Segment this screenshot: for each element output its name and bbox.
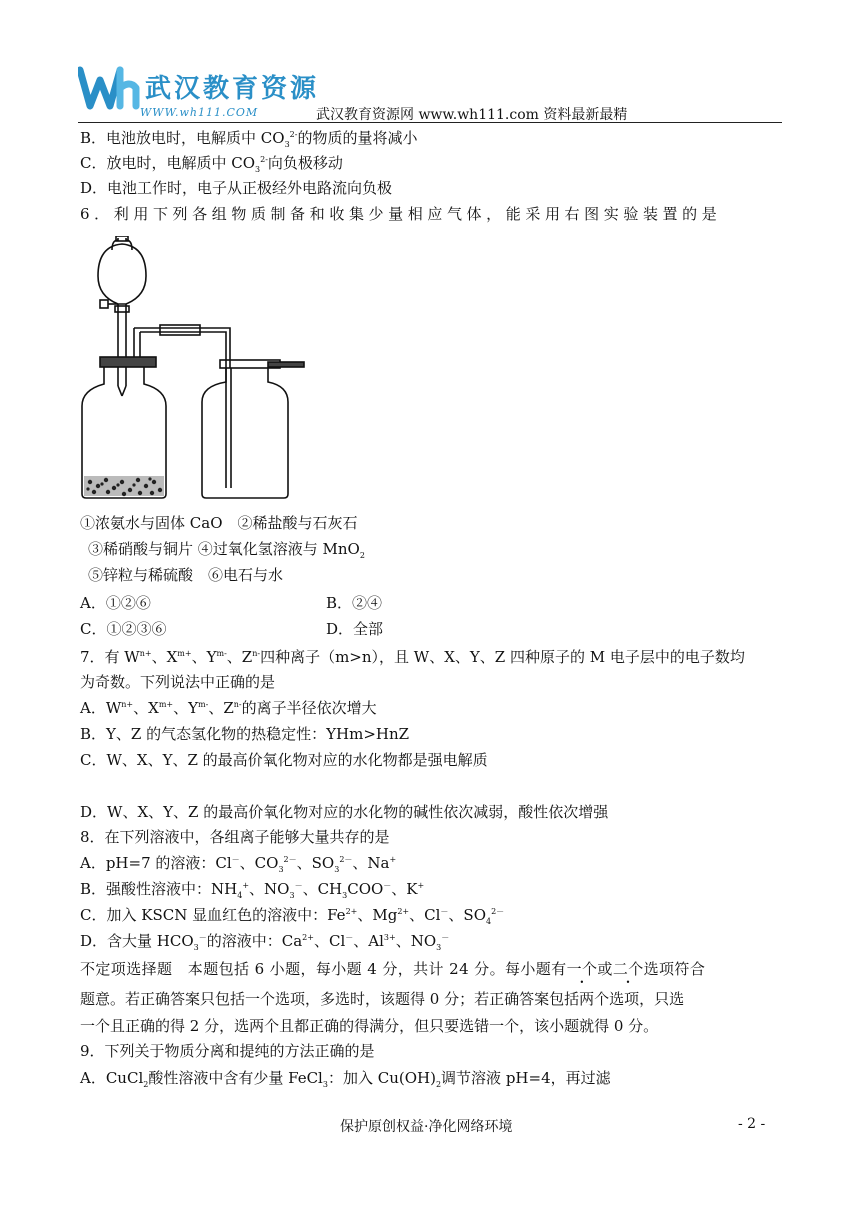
- q7-option-b: B．Y、Z 的气态氢化物的热稳定性：YHm>HnZ: [80, 725, 410, 743]
- q8-option-d: D．含大量 $HCO_3^-$的溶液中：$Ca^{2+}$、Cl－、$Al^{3+}$、$NO_3^-$: [80, 932, 450, 952]
- section-instructions-line2: 题意。若正确答案只包括一个选项，多选时，该题得 0 分；若正确答案包括两个选项，只选: [80, 990, 685, 1008]
- section-instructions-line3: 一个且正确的得 2 分，选两个且都正确的得满分，但只要选错一个，该小题就得 0 分。: [80, 1017, 659, 1035]
- q9-stem: 9．下列关于物质分离和提纯的方法正确的是: [80, 1042, 375, 1060]
- emphasis-one: 一个: [566, 960, 598, 978]
- header-site-text: 武汉教育资源网 www.wh111.com 资料最新最精: [316, 107, 628, 123]
- logo-title: 武汉教育资源: [145, 74, 320, 104]
- section-instructions-line1: 不定项选择题 本题包括 6 小题，每小题 4 分，共计 24 分。每小题有一个或二个选项符合: [80, 960, 706, 978]
- header-divider: [78, 122, 782, 123]
- q6-option-d: D．全部: [326, 620, 384, 638]
- footer-slogan: 保护原创权益·净化网络环境: [340, 1119, 513, 1135]
- q6-choice-line3: ⑤锌粒与稀硫酸 ⑥电石与水: [88, 566, 284, 584]
- q5-option-b: B．电池放电时，电解质中 $CO_3^{2-}$的物质的量将减小: [80, 129, 418, 149]
- q8-option-a: A．pH=7 的溶液：Cl－、$CO_3^{2-}$、$SO_3^{2-}$、Na+: [80, 854, 397, 874]
- q7-stem-line2: 为奇数。下列说法中正确的是: [80, 673, 276, 691]
- q8-option-c: C．加入 KSCN 显血红色的溶液中：$Fe^{2+}$、$Mg^{2+}$、Cl－、$SO_4^{2-}$: [80, 906, 505, 926]
- q6-stem: 6．利用下列各组物质制备和收集少量相应气体，能采用右图实验装置的是: [80, 205, 722, 223]
- q6-option-b: B．②④: [326, 594, 383, 612]
- q6-option-c: C．①②③⑥: [80, 620, 167, 638]
- q8-option-b: B．强酸性溶液中：$NH_4^+$、$NO_3^-$、$CH_3COO^-$、K+: [80, 880, 425, 900]
- logo-url: WWW.wh111.COM: [140, 106, 259, 119]
- q7-stem-line1: 7．有 $W^{n+}$、$X^{m+}$、$Y^{m-}$、$Z^{n-}$四种离子（m>n），且 W、X、Y、Z 四种原子的 M 电子层中的电子数均: [80, 648, 745, 666]
- page-number: - 2 -: [738, 1116, 766, 1132]
- q8-stem: 8．在下列溶液中，各组离子能够大量共存的是: [80, 828, 390, 846]
- q7-option-a: A．$W^{n+}$、$X^{m+}$、$Y^{m-}$、$Z^{n-}$的离子半径依次增大: [80, 699, 377, 717]
- wh-logo-icon: [78, 66, 142, 112]
- q6-choice-line2: ③稀硝酸与铜片 ④过氧化氢溶液与 MnO$_2$: [88, 540, 365, 560]
- q5-option-c: C．放电时，电解质中 $CO_3^{2-}$向负极移动: [80, 154, 343, 174]
- q6-option-a: A．①②⑥: [80, 594, 151, 612]
- emphasis-two: 二个: [612, 960, 644, 978]
- q7-option-d: D．W、X、Y、Z 的最高价氧化物对应的水化物的碱性依次减弱，酸性依次增强: [80, 803, 609, 821]
- q7-option-c: C．W、X、Y、Z 的最高价氧化物对应的水化物都是强电解质: [80, 751, 488, 769]
- q9-option-a: A．CuCl$_2$酸性溶液中含有少量 FeCl$_3$：加入 $Cu(OH)_2$调节溶液 pH=4，再过滤: [80, 1069, 611, 1089]
- gas-apparatus-diagram: [78, 236, 318, 502]
- q6-choice-line1: ①浓氨水与固体 CaO ②稀盐酸与石灰石: [80, 514, 358, 532]
- q5-option-d: D．电池工作时，电子从正极经外电路流向负极: [80, 179, 393, 197]
